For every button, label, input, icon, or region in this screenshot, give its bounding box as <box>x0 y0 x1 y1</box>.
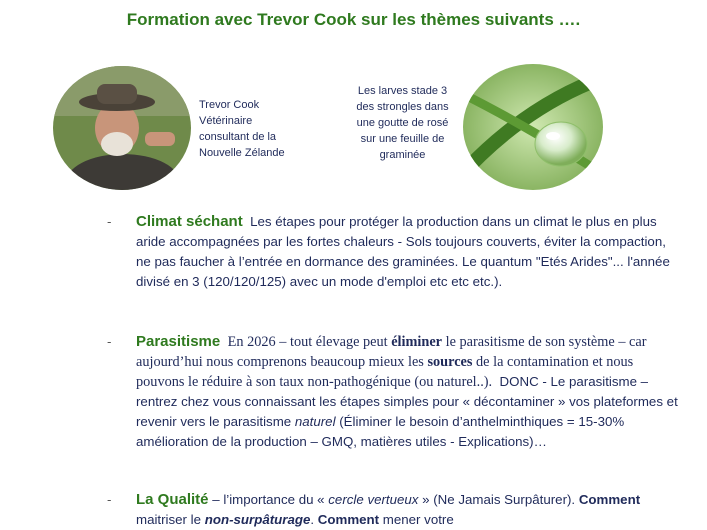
qualite-comment: Comment <box>317 512 380 527</box>
caption-line: Vétérinaire <box>199 115 253 127</box>
page-title: Formation avec Trevor Cook sur les thèmes suivants …. <box>126 10 581 29</box>
qualite-cercle: cercle vertueux <box>328 492 419 507</box>
bullet-dash: - <box>107 334 112 349</box>
caption-line: sur une feuille de <box>360 133 445 145</box>
parasitisme-serif-text: de la contamination et nous pouvons le réduire à son taux non-pathogénique (ou naturel..). <box>136 354 634 390</box>
parasitisme-sources: sources <box>427 354 473 370</box>
qualite-text: . <box>310 512 318 527</box>
qualite-text: » (Ne Jamais Surpâturer). <box>418 492 579 507</box>
bullet-dash: - <box>107 214 112 229</box>
qualite-text: – l’importance du « <box>208 492 329 507</box>
item-climat <box>107 212 680 292</box>
parasitisme-naturel: naturel <box>294 414 336 429</box>
parasitisme-serif-text: En 2026 – tout élevage peut <box>227 334 392 350</box>
larvae-caption <box>345 83 460 163</box>
climat-heading: Climat séchant <box>136 213 243 230</box>
caption-line: une goutte de rosé <box>356 117 449 129</box>
caption-line: Nouvelle Zélande <box>199 147 285 159</box>
qualite-text: maitriser le <box>136 512 205 527</box>
parasitisme-sans-text: DONC - Le parasitisme – rentrez chez vous connaissant les étapes simples pour « décontaminer » vos plateformes et revenir vers le parasitisme <box>136 374 678 429</box>
parasitisme-serif-text: le parasitisme de son système – car aujourd’hui nous comprenons beaucoup mieux les <box>136 334 647 370</box>
caption-line: graminée <box>379 149 426 161</box>
bullet-dash: - <box>107 492 112 507</box>
caption-line: Les larves stade 3 <box>357 85 448 97</box>
caption-line: Trevor Cook <box>199 99 260 111</box>
qualite-heading: La Qualité <box>136 491 209 508</box>
caption-line: consultant de la <box>199 131 277 143</box>
qualite-comment: Comment <box>578 492 641 507</box>
item-qualite <box>107 490 680 530</box>
parasitisme-eliminer: éliminer <box>391 334 443 350</box>
parasitisme-sans-text: (Éliminer le besoin d’anthelminthiques = 15-30% amélioration de la production – GMQ, matières utiles - Explications)… <box>136 414 625 449</box>
dew-drop-photo <box>463 64 603 190</box>
item-parasitisme <box>107 332 680 452</box>
qualite-non-surpaturage: non-surpâturage <box>204 512 311 527</box>
trevor-caption <box>199 97 309 161</box>
trevor-cook-photo <box>53 66 191 190</box>
climat-text: Les étapes pour protéger la production dans un climat le plus en plus aride accompagnées par les fortes chaleurs - Sols toujours couverts, éviter la compaction, ne pas faucher à l’entrée en dormance des graminées. Le quantum "Etés Arides"... l'année divisé en 3 (120/120/125) avec un mode d'emploi etc etc etc.). <box>136 214 670 289</box>
qualite-text: mener votre <box>379 512 454 527</box>
caption-line: des strongles dans <box>356 101 449 113</box>
parasitisme-heading: Parasitisme <box>136 333 221 350</box>
